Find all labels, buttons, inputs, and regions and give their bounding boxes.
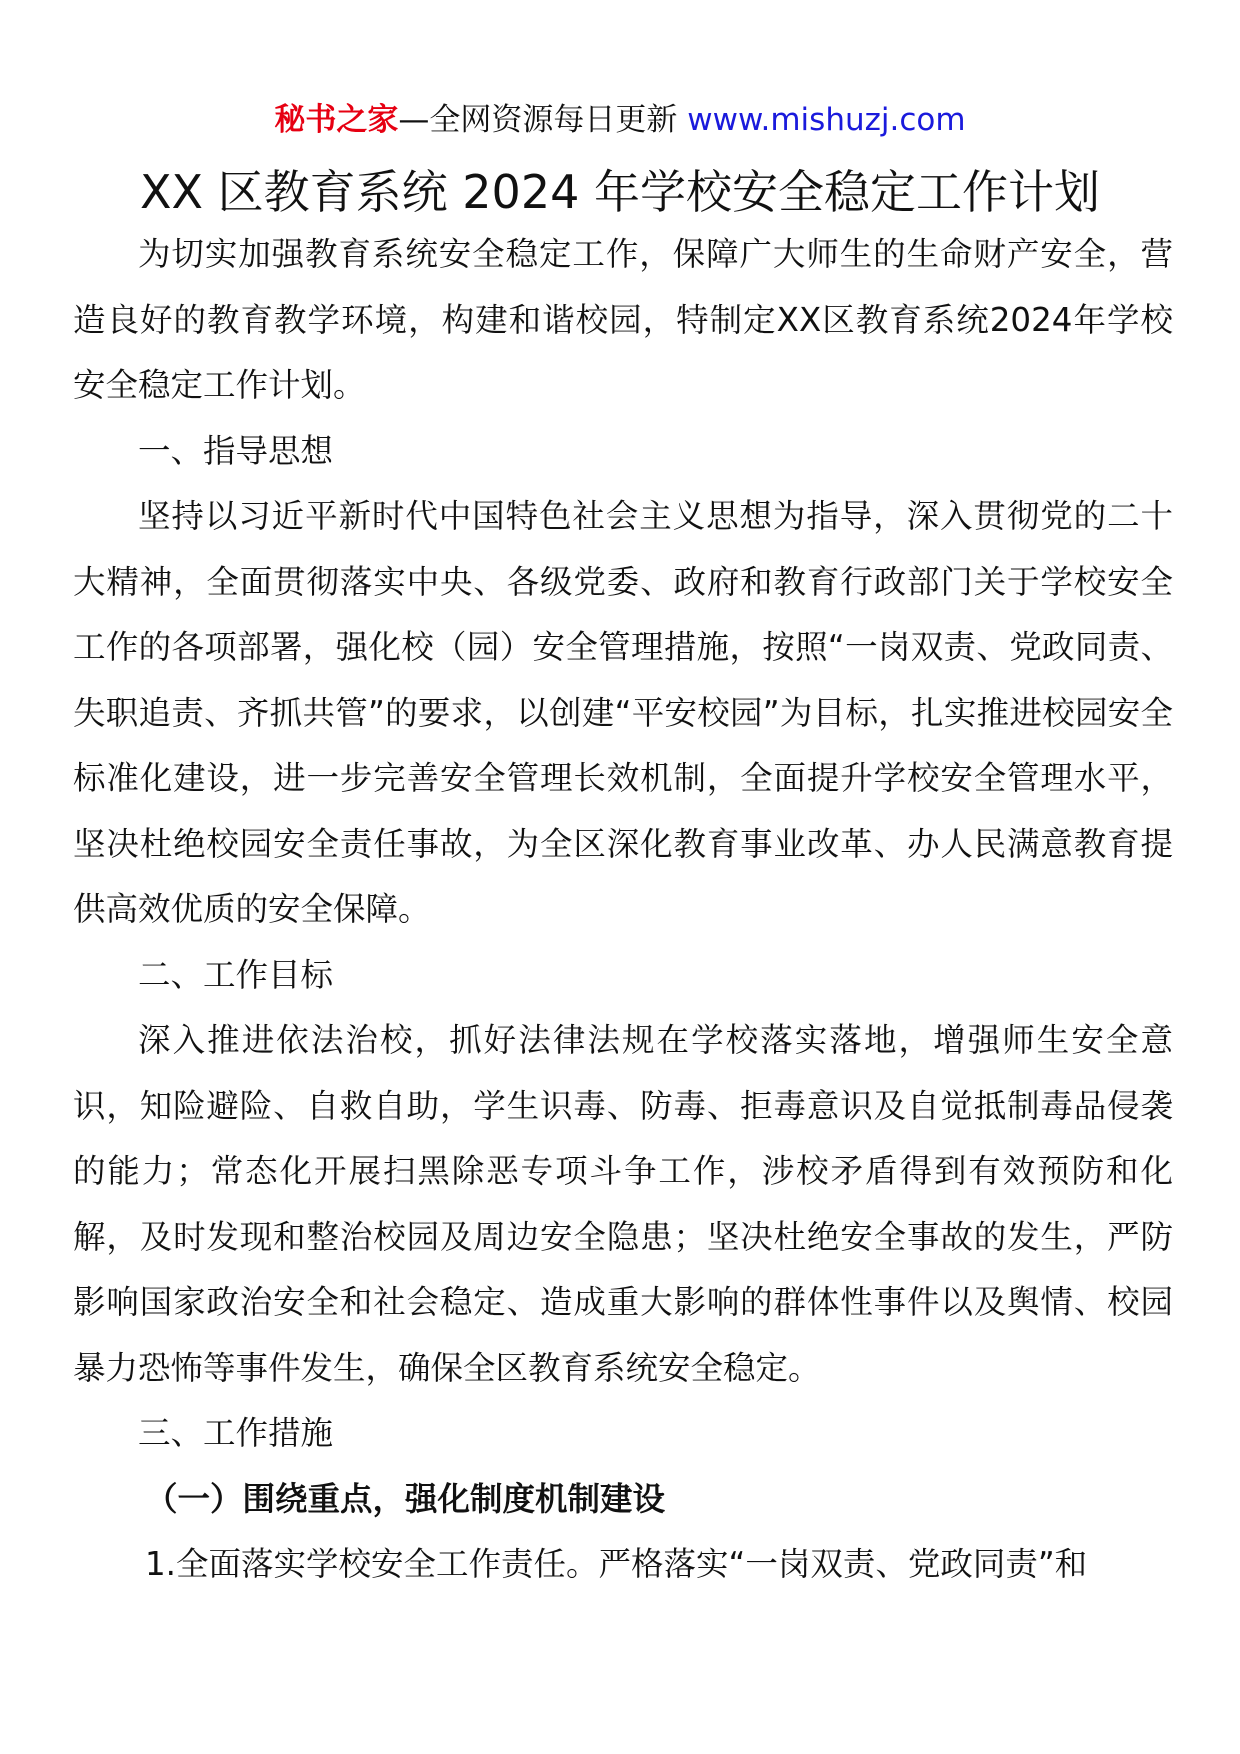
banner-brand: 秘书之家	[274, 102, 399, 138]
section-heading-guiding-ideology: 一、指导思想	[138, 431, 334, 470]
item-1-paragraph: 1.全面落实学校安全工作责任。严格落实“一岗双责、党政同责”和	[145, 1545, 1088, 1583]
guiding-ideology-paragraph: 坚持以习近平新时代中国特色社会主义思想为指导，深入贯彻党的二十大精神，全面贯彻落实中央、各级党委、政府和教育行政部门关于学校安全工作的各项部署，强化校（园）安全管理措施，按照“一岗双责、党政同责、失职追责、齐抓共管”的要求，以创建“平安校园”为目标，扎实推进校园安全标准化建设，进一步完善安全管理长效机制，全面提升学校安全管理水平，坚决杜绝校园安全责任事故，为全区深化教育事业改革、办人民满意教育提供高效优质的安全保障。	[73, 497, 1173, 928]
site-banner	[0, 98, 1240, 142]
document-body	[73, 222, 1173, 1598]
section-heading-work-measures: 三、工作措施	[138, 1414, 334, 1452]
banner-tagline: —全网资源每日更新	[398, 102, 688, 138]
work-goals-paragraph: 深入推进依法治校，抓好法律法规在学校落实落地，增强师生安全意识，知险避险、自救自助，学生识毒、防毒、拒毒意识及自觉抵制毒品侵袭的能力；常态化开展扫黑除恶专项斗争工作，涉校矛盾得到有效预防和化解，及时发现和整治校园及周边安全隐患；坚决杜绝安全事故的发生，严防影响国家政治安全和社会稳定、造成重大影响的群体性事件以及舆情、校园暴力恐怖等事件发生，确保全区教育系统安全稳定。	[73, 1021, 1173, 1387]
intro-paragraph: 为切实加强教育系统安全稳定工作，保障广大师生的生命财产安全，营造良好的教育教学环境，构建和谐校园，特制定XX区教育系统2024年学校安全稳定工作计划。	[73, 235, 1173, 404]
subsection-heading-1: （一）围绕重点，强化制度机制建设	[145, 1479, 666, 1518]
banner-url-link[interactable]: www.mishuzj.com	[687, 102, 966, 138]
section-heading-work-goals: 二、工作目标	[138, 955, 334, 994]
document-title: XX 区教育系统 2024 年学校安全稳定工作计划	[140, 165, 1100, 219]
